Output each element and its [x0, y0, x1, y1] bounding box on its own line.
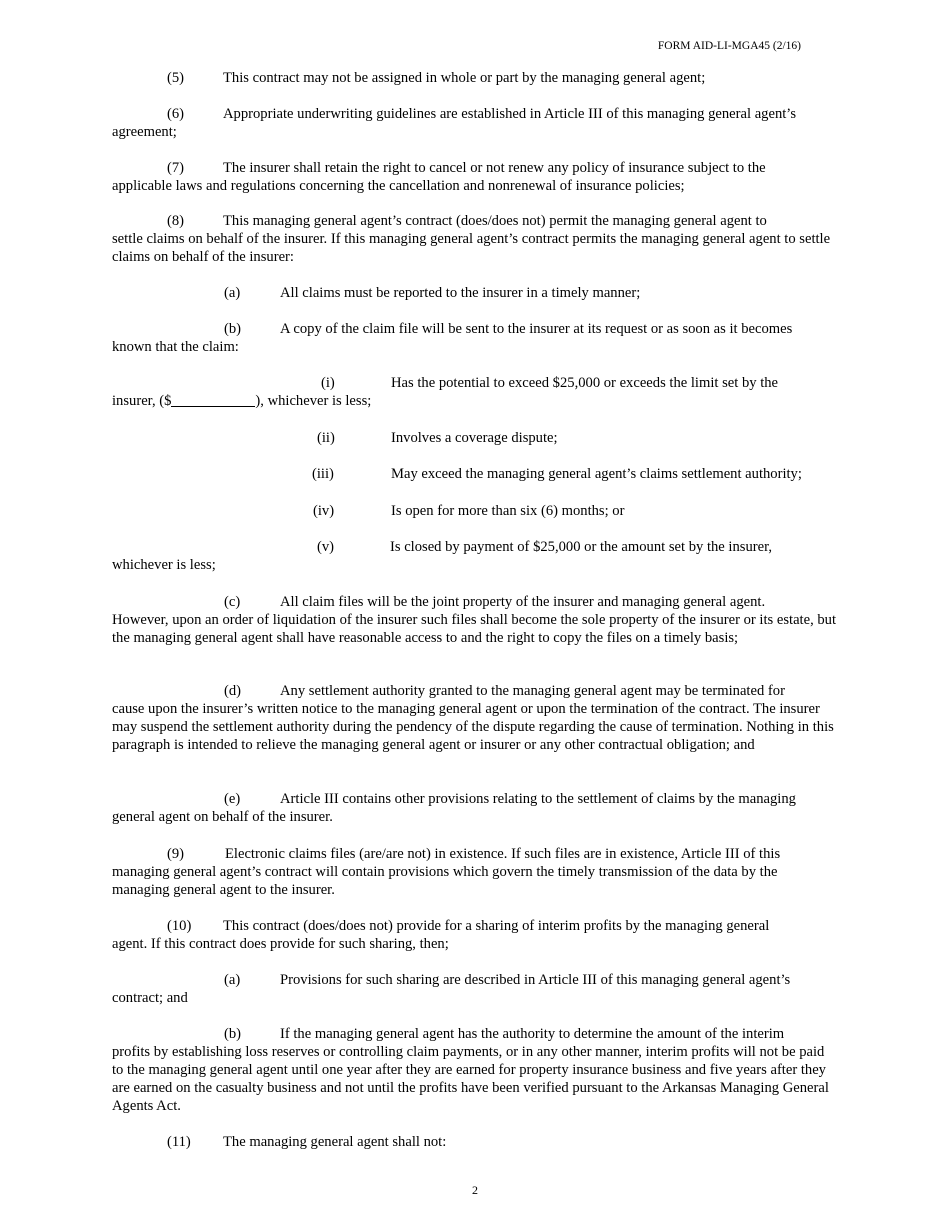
paragraph-text: agreement; [112, 124, 177, 140]
paragraph-text: However, upon an order of liquidation of the insurer such files shall become the sole property of the insurer or its estate, but the managing general agent shall have reasonable access to and the right to copy the files on a timely basis; [112, 612, 837, 646]
form-identifier: FORM AID-LI-MGA45 (2/16) [657, 40, 801, 52]
paragraph-number: (i) [321, 375, 335, 391]
paragraph-text: general agent on behalf of the insurer. [112, 809, 333, 825]
paragraph-11 [112, 1133, 838, 1151]
paragraph-10 [112, 917, 838, 953]
paragraph-number: (11) [167, 1134, 191, 1150]
paragraph-8b [112, 320, 838, 356]
paragraph-text-first-line: Appropriate underwriting guidelines are established in Article III of this managing general agent’s [223, 106, 797, 122]
paragraph-10b [112, 1025, 838, 1115]
paragraph-text: Involves a coverage dispute; [391, 430, 558, 446]
paragraph-text-before-blank: insurer, ($ [112, 393, 172, 409]
paragraph-text-first-line: Is closed by payment of $25,000 or the amount set by the insurer, [390, 539, 773, 555]
paragraph-8b-iv [112, 502, 838, 520]
paragraph-text-first-line: Any settlement authority granted to the managing general agent may be terminated for [280, 683, 785, 699]
paragraph-text: profits by establishing loss reserves or controlling claim payments, or in any other manner, interim profits will not be paid to the managing general agent until one year after they are earned for property insurance business and five years after they are earned on the casualty business and not until the profits have been verified pursuant to the Arkansas Managing General Agents Act. [112, 1044, 829, 1114]
paragraph-8b-ii [112, 429, 838, 447]
paragraph-text: whichever is less; [112, 557, 216, 573]
paragraph-7 [112, 159, 838, 195]
paragraph-number: (10) [167, 918, 192, 934]
paragraph-10a [112, 971, 838, 1007]
paragraph-text: contract; and [112, 990, 188, 1006]
paragraph-text: This contract may not be assigned in whole or part by the managing general agent; [223, 70, 706, 86]
paragraph-number: (8) [167, 213, 185, 229]
paragraph-number: (b) [224, 1026, 242, 1042]
paragraph-text-first-line: Provisions for such sharing are described in Article III of this managing general agent’s [280, 972, 791, 988]
limit-amount-blank [171, 393, 255, 407]
paragraph-text: settle claims on behalf of the insurer. If this managing general agent’s contract permits the managing general agent to settle claims on behalf of the insurer: [112, 231, 831, 265]
paragraph-number: (e) [224, 791, 241, 807]
paragraph-text: agent. If this contract does provide for such sharing, then; [112, 936, 449, 952]
paragraph-text: cause upon the insurer’s written notice to the managing general agent or upon the termination of the contract. The insurer may suspend the settlement authority during the pendency of the dispute regarding the cause of termination. Nothing in this paragraph is intended to relieve the managing general agent or insurer or any other contractual obligation; and [112, 701, 834, 753]
paragraph-8b-iii [112, 465, 838, 483]
paragraph-text-first-line: The insurer shall retain the right to cancel or not renew any policy of insurance subject to the [223, 160, 766, 176]
paragraph-number: (5) [167, 70, 185, 86]
paragraph-text: All claims must be reported to the insurer in a timely manner; [280, 285, 641, 301]
paragraph-text-first-line: Has the potential to exceed $25,000 or exceeds the limit set by the [391, 375, 779, 391]
paragraph-text-first-line: All claim files will be the joint property of the insurer and managing general agent. [280, 594, 766, 610]
paragraph-8e [112, 790, 838, 826]
paragraph-number: (ii) [317, 430, 335, 446]
paragraph-text-first-line: A copy of the claim file will be sent to the insurer at its request or as soon as it becomes [280, 321, 793, 337]
paragraph-number: (a) [224, 972, 241, 988]
paragraph-text: known that the claim: [112, 339, 239, 355]
paragraph-number: (v) [317, 539, 335, 555]
paragraph-9 [112, 845, 838, 899]
paragraph-number: (9) [167, 846, 185, 862]
paragraph-text: Is open for more than six (6) months; or [391, 503, 625, 519]
paragraph-number: (iv) [313, 503, 335, 519]
paragraph-number: (b) [224, 321, 242, 337]
paragraph-text-after-blank: ), whichever is less; [255, 393, 372, 409]
paragraph-text: The managing general agent shall not: [223, 1134, 447, 1150]
paragraph-text-first-line: This managing general agent’s contract (does/does not) permit the managing general agent to [223, 213, 767, 229]
paragraph-8a [112, 284, 838, 302]
paragraph-number: (a) [224, 285, 241, 301]
paragraph-text: managing general agent’s contract will contain provisions which govern the timely transmission of the data by the managing general agent to the insurer. [112, 864, 778, 898]
paragraph-8d [112, 682, 838, 754]
paragraph-5 [112, 69, 838, 87]
paragraph-number: (d) [224, 683, 242, 699]
paragraph-number: (6) [167, 106, 185, 122]
paragraph-text-first-line: Article III contains other provisions relating to the settlement of claims by the managing [280, 791, 796, 807]
paragraph-text-first-line: If the managing general agent has the authority to determine the amount of the interim [280, 1026, 785, 1042]
paragraph-number: (c) [224, 594, 241, 610]
paragraph-text-first-line: Electronic claims files (are/are not) in existence. If such files are in existence, Article III of this [225, 846, 781, 862]
paragraph-6 [112, 105, 838, 141]
paragraph-8b-v [112, 538, 838, 574]
paragraph-text: applicable laws and regulations concerning the cancellation and nonrenewal of insurance policies; [112, 178, 685, 194]
paragraph-text-first-line: This contract (does/does not) provide for a sharing of interim profits by the managing general [223, 918, 770, 934]
page-number: 2 [472, 1183, 478, 1197]
paragraph-number: (iii) [312, 466, 334, 482]
paragraph-8 [112, 212, 838, 266]
paragraph-number: (7) [167, 160, 185, 176]
paragraph-8c [112, 593, 838, 647]
paragraph-8b-i [112, 374, 838, 410]
paragraph-text: May exceed the managing general agent’s claims settlement authority; [391, 466, 802, 482]
